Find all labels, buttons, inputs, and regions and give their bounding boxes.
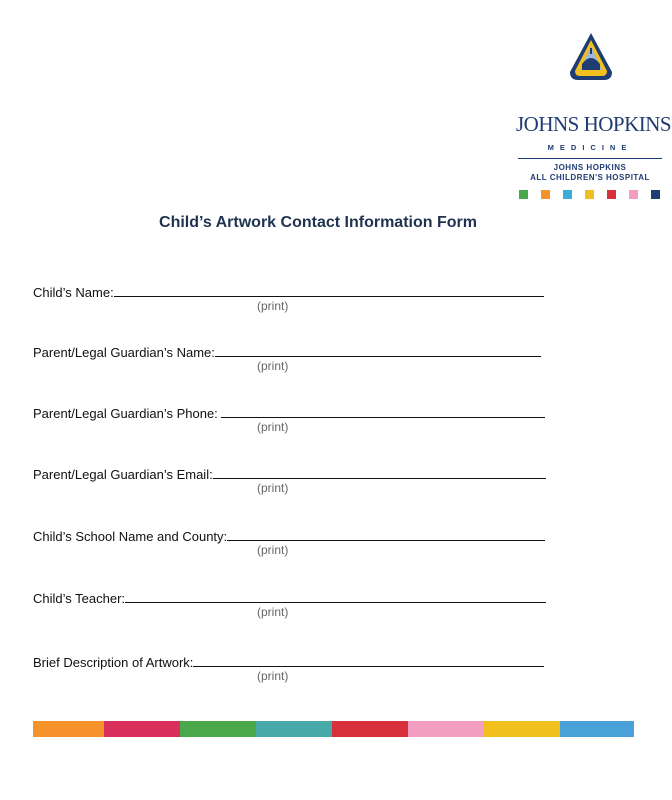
field-label: Child’s Teacher:: [33, 591, 126, 606]
field-label: Child’s Name:: [33, 285, 114, 300]
logo-color-square: [651, 190, 660, 199]
field-hint: (print): [257, 669, 289, 683]
field-label: Parent/Legal Guardian’s Name:: [33, 345, 215, 360]
field-guardian-email: [33, 465, 546, 495]
footer-bar-segment: [104, 721, 180, 737]
childs-name-line[interactable]: [114, 283, 544, 297]
logo-color-square: [519, 190, 528, 199]
field-hint: (print): [257, 299, 289, 313]
field-label: Parent/Legal Guardian’s Email:: [33, 467, 213, 482]
school-county-line[interactable]: [227, 527, 545, 541]
field-teacher: [33, 589, 546, 619]
logo-color-square: [563, 190, 572, 199]
logo-divider: [518, 158, 662, 159]
field-label: Brief Description of Artwork:: [33, 655, 194, 670]
field-label: Parent/Legal Guardian’s Phone:: [33, 406, 222, 421]
footer-bar-segment: [256, 721, 332, 737]
field-artwork-description: [33, 653, 544, 683]
field-hint: (print): [257, 543, 289, 557]
logo-color-square: [607, 190, 616, 199]
logo-sub-line1: JOHNS HOPKINS: [553, 163, 627, 172]
field-childs-name: [33, 283, 544, 313]
johns-hopkins-logo: [516, 32, 672, 182]
field-hint: (print): [257, 359, 289, 373]
field-label: Child’s School Name and County:: [33, 529, 228, 544]
logo-color-square: [629, 190, 638, 199]
footer-color-bar: [33, 721, 634, 737]
logo-subtitle: [516, 163, 664, 183]
field-guardian-phone: [33, 404, 545, 434]
artwork-description-line[interactable]: [193, 653, 544, 667]
footer-bar-segment: [180, 721, 256, 737]
form-title: Child’s Artwork Contact Information Form: [159, 214, 477, 231]
field-hint: (print): [257, 420, 289, 434]
logo-name: JOHNS HOPKINS: [516, 112, 672, 136]
guardian-email-line[interactable]: [213, 465, 546, 479]
footer-bar-segment: [332, 721, 408, 737]
field-school-county: [33, 527, 545, 557]
shield-dome-icon: [568, 32, 614, 82]
logo-sub-line2: ALL CHILDREN'S HOSPITAL: [530, 173, 650, 182]
teacher-line[interactable]: [125, 589, 546, 603]
field-guardian-name: [33, 343, 541, 373]
guardian-phone-line[interactable]: [221, 404, 545, 418]
guardian-name-line[interactable]: [215, 343, 541, 357]
logo-color-square: [541, 190, 550, 199]
logo-color-square: [585, 190, 594, 199]
footer-bar-segment: [33, 721, 104, 737]
footer-bar-segment: [408, 721, 484, 737]
logo-medicine: MEDICINE: [547, 143, 633, 152]
footer-bar-segment: [560, 721, 634, 737]
footer-bar-segment: [484, 721, 560, 737]
field-hint: (print): [257, 605, 289, 619]
field-hint: (print): [257, 481, 289, 495]
logo-color-squares: [519, 190, 663, 199]
